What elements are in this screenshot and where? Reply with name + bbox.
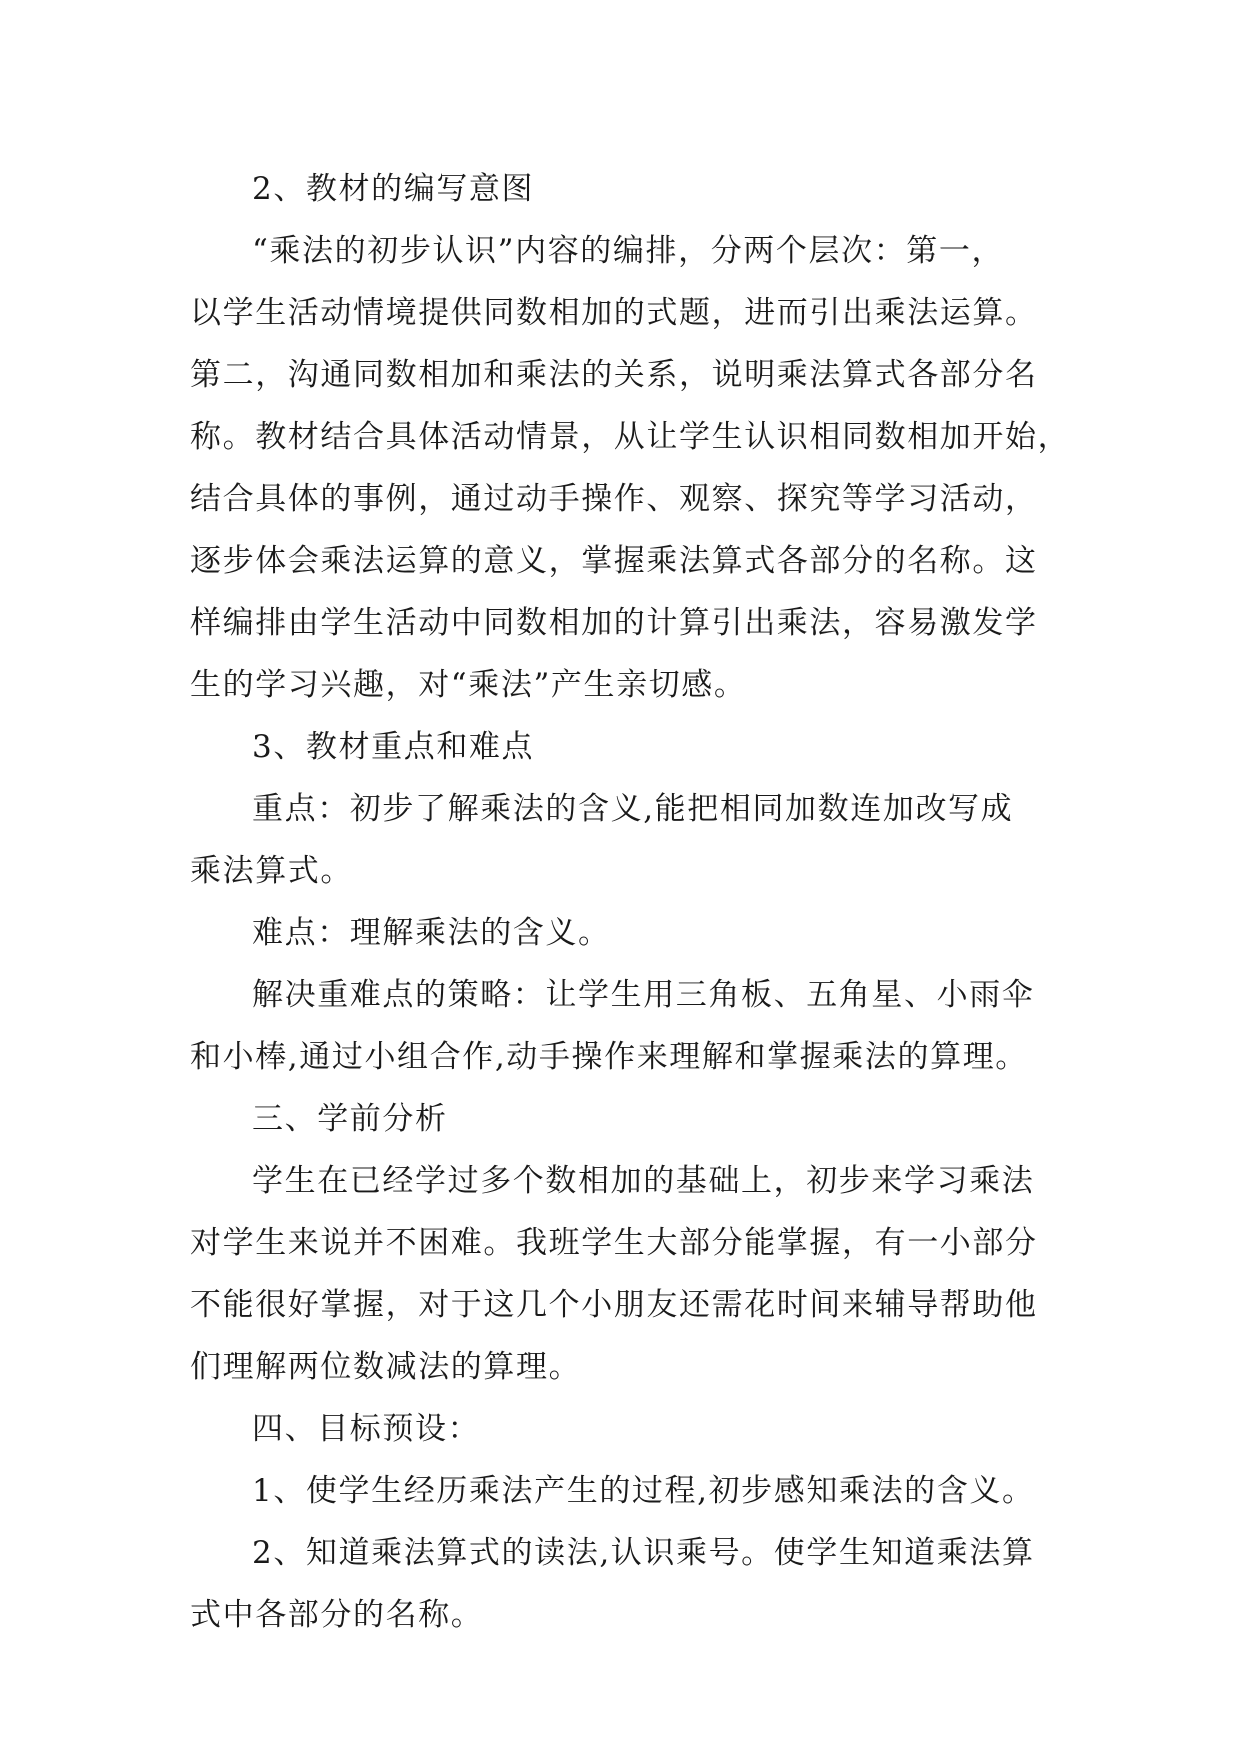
paragraph-line: 不能很好掌握，对于这几个小朋友还需花时间来辅导帮助他 <box>190 1287 1038 1323</box>
paragraph-line: 重点：初步了解乘法的含义,能把相同加数连加改写成 <box>252 791 1014 827</box>
paragraph-line: “乘法的初步认识”内容的编排，分两个层次：第一， <box>252 233 1005 269</box>
paragraph-line: 式中各部分的名称。 <box>190 1597 484 1633</box>
paragraph-line: 称。教材结合具体活动情景，从让学生认识相同数相加开始， <box>190 419 1071 455</box>
list-item: 1、使学生经历乘法产生的过程,初步感知乘法的含义。 <box>252 1473 1035 1509</box>
paragraph-line: 乘法算式。 <box>190 853 353 889</box>
paragraph-line: 样编排由学生活动中同数相加的计算引出乘法，容易激发学 <box>190 605 1038 641</box>
paragraph-line: 们理解两位数减法的算理。 <box>190 1349 582 1385</box>
document-body <box>190 158 1070 1646</box>
paragraph-line: 以学生活动情境提供同数相加的式题，进而引出乘法运算。 <box>190 295 1038 331</box>
paragraph-line: 学生在已经学过多个数相加的基础上，初步来学习乘法 <box>252 1163 1035 1199</box>
heading-key-points: 3、教材重点和难点 <box>252 729 535 765</box>
heading-pre-study-analysis: 三、学前分析 <box>252 1101 448 1137</box>
paragraph-line: 难点：理解乘法的含义。 <box>252 915 611 951</box>
paragraph-line: 对学生来说并不困难。我班学生大部分能掌握，有一小部分 <box>190 1225 1038 1261</box>
paragraph-line: 解决重难点的策略：让学生用三角板、五角星、小雨伞 <box>252 977 1035 1013</box>
heading-textbook-intent: 2、教材的编写意图 <box>252 171 535 207</box>
paragraph-line: 结合具体的事例，通过动手操作、观察、探究等学习活动， <box>190 481 1038 517</box>
paragraph-line: 第二，沟通同数相加和乘法的关系，说明乘法算式各部分名 <box>190 357 1038 393</box>
paragraph-line: 生的学习兴趣，对“乘法”产生亲切感。 <box>190 667 747 703</box>
list-item: 2、知道乘法算式的读法,认识乘号。使学生知道乘法算 <box>252 1535 1035 1571</box>
paragraph-line: 和小棒,通过小组合作,动手操作来理解和掌握乘法的算理。 <box>190 1039 1028 1075</box>
paragraph-line: 逐步体会乘法运算的意义，掌握乘法算式各部分的名称。这 <box>190 543 1038 579</box>
heading-goals: 四、目标预设： <box>252 1411 481 1447</box>
